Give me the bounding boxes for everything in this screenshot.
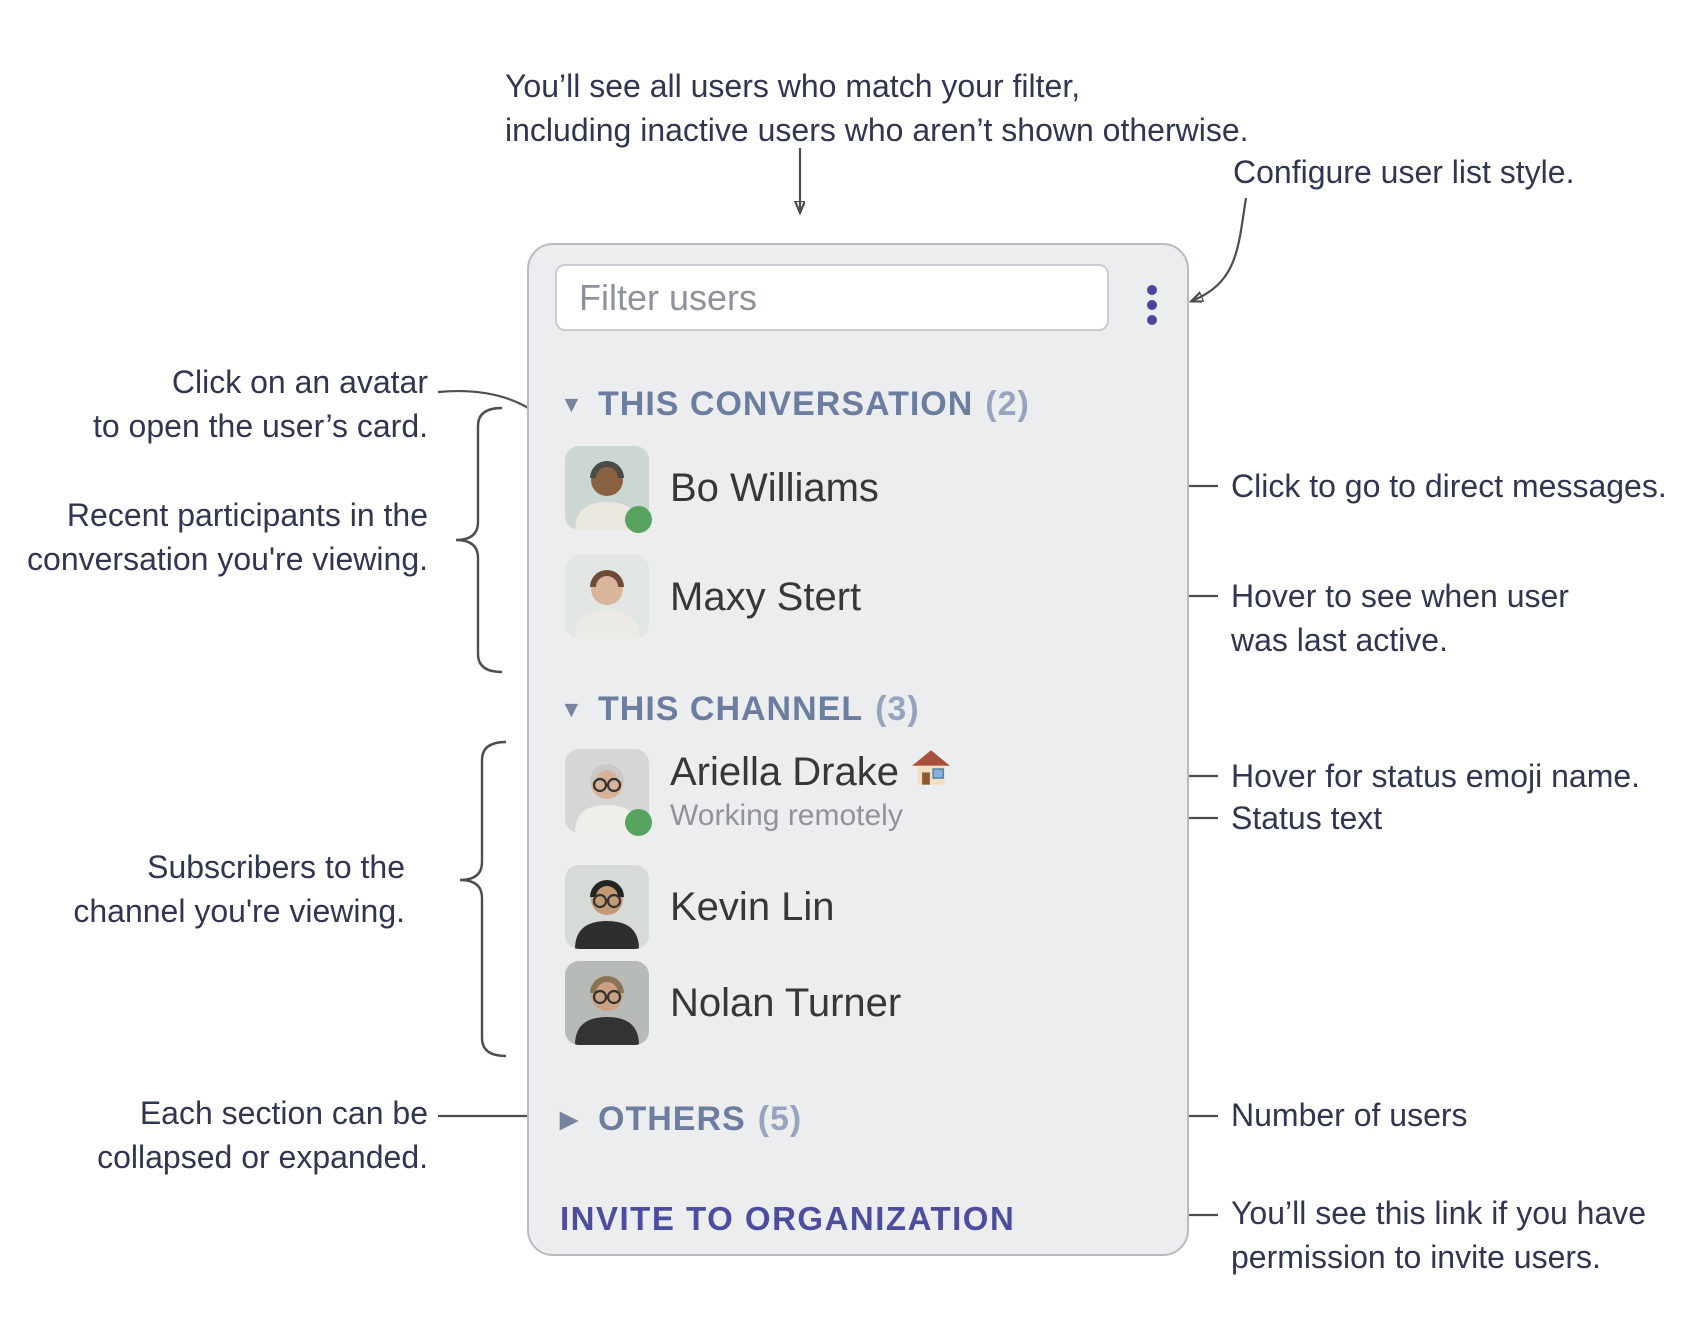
user-row[interactable] — [565, 555, 861, 639]
section-user-count: (5) — [757, 1099, 803, 1138]
avatar[interactable] — [565, 865, 649, 949]
online-status-dot — [625, 809, 652, 836]
section-user-count: (2) — [985, 384, 1030, 423]
section-label: THIS CHANNEL — [598, 689, 864, 728]
user-name[interactable]: Maxy Stert — [670, 575, 862, 619]
annotation-subscribers — [73, 845, 405, 933]
annotation-status-emoji: Hover for status emoji name. — [1231, 758, 1641, 794]
user-text — [670, 575, 861, 619]
chevron-right-icon[interactable]: ▶ — [560, 1105, 579, 1132]
brace-this-channel — [460, 742, 506, 1056]
section-label: OTHERS — [598, 1099, 746, 1138]
annotation-filter-results — [505, 64, 1249, 152]
annotation-recent-participants — [27, 493, 428, 581]
user-name[interactable]: Kevin Lin — [670, 885, 835, 929]
chevron-down-icon[interactable]: ▼ — [560, 695, 584, 722]
online-status-dot — [625, 506, 652, 533]
user-row[interactable] — [565, 865, 835, 949]
user-name[interactable]: Bo Williams — [670, 466, 879, 510]
arrow-configure-style — [1192, 198, 1246, 301]
annotation-invite-permission — [1231, 1191, 1646, 1279]
annotation-line: was last active. — [1231, 622, 1448, 658]
annotation-line: Subscribers to the — [147, 849, 405, 885]
annotation-each-section — [97, 1091, 428, 1179]
annotation-line: Hover to see when user — [1231, 578, 1569, 614]
brace-this-conversation — [456, 408, 502, 672]
annotation-click-avatar — [93, 360, 428, 448]
section-user-count: (3) — [875, 689, 920, 728]
annotation-line: Each section can be — [139, 1095, 428, 1131]
annotation-line: permission to invite users. — [1231, 1239, 1601, 1275]
user-text — [670, 981, 901, 1025]
annotation-line: Recent participants in the — [66, 497, 428, 533]
annotation-line: including inactive users who aren’t shown otherwise. — [505, 112, 1249, 148]
avatar[interactable] — [565, 749, 649, 833]
annotation-line: channel you're viewing. — [73, 893, 405, 929]
annotation-number-of-users: Number of users — [1231, 1097, 1468, 1133]
section-label: THIS CONVERSATION — [598, 384, 974, 423]
section-header-this-conversation[interactable] — [560, 385, 1030, 423]
user-row[interactable] — [565, 446, 879, 530]
user-text — [670, 885, 835, 929]
avatar[interactable] — [565, 446, 649, 530]
user-text — [670, 749, 951, 834]
section-header-others[interactable] — [560, 1100, 802, 1138]
annotation-line: You’ll see this link if you have — [1231, 1195, 1647, 1231]
chevron-down-icon[interactable]: ▼ — [560, 390, 584, 417]
annotation-line: to open the user’s card. — [92, 408, 428, 444]
user-text — [670, 466, 879, 510]
annotation-status-text: Status text — [1231, 800, 1383, 836]
annotation-last-active — [1231, 574, 1569, 662]
user-name[interactable]: Ariella Drake — [670, 749, 951, 796]
user-name[interactable]: Nolan Turner — [670, 981, 902, 1025]
annotation-line: collapsed or expanded. — [97, 1139, 428, 1175]
status-text: Working remotely — [670, 798, 903, 832]
user-list-menu-kebab-icon[interactable] — [1147, 285, 1157, 325]
house-emoji — [911, 749, 951, 796]
section-header-this-channel[interactable] — [560, 690, 920, 728]
annotation-line: conversation you're viewing. — [27, 541, 428, 577]
avatar[interactable] — [565, 961, 649, 1045]
user-row[interactable] — [565, 961, 901, 1045]
annotation-configure-style: Configure user list style. — [1233, 154, 1575, 190]
user-list-panel — [527, 243, 1189, 1256]
annotation-line: You’ll see all users who match your filter, — [505, 68, 1081, 104]
annotation-direct-messages: Click to go to direct messages. — [1231, 468, 1667, 504]
invite-to-organization-link[interactable]: INVITE TO ORGANIZATION — [560, 1200, 1016, 1237]
filter-users-input[interactable] — [555, 264, 1109, 331]
avatar[interactable] — [565, 555, 649, 639]
annotation-line: Click on an avatar — [171, 364, 428, 400]
user-row[interactable] — [565, 749, 951, 833]
